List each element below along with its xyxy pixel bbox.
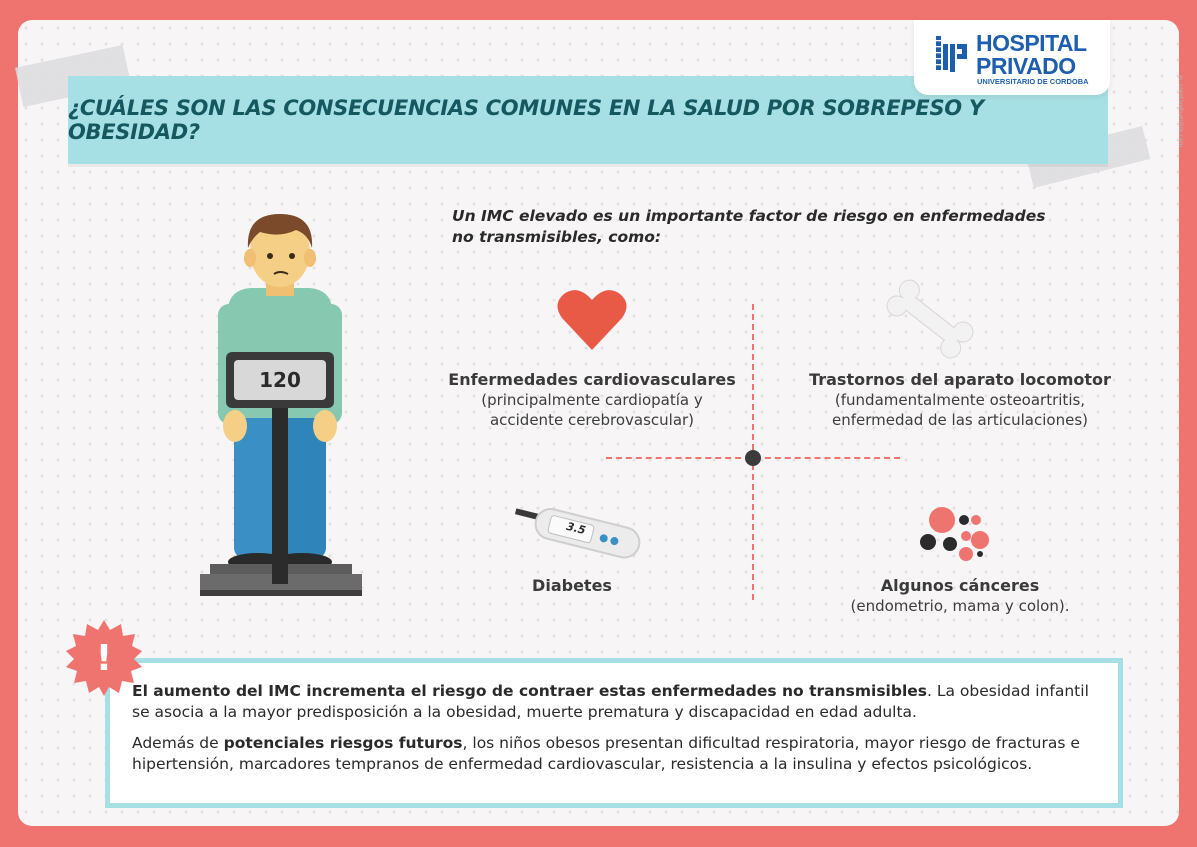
alert-text-span: Además de <box>132 734 224 752</box>
hospital-logo <box>914 20 1110 95</box>
alert-text <box>132 681 1107 785</box>
condition-title: Enfermedades cardiovasculares <box>448 370 736 389</box>
warning-badge-symbol: ! <box>95 637 113 679</box>
heart-icon <box>556 288 628 352</box>
condition-cancers <box>800 576 1120 616</box>
alert-box <box>105 658 1123 808</box>
condition-diabetes <box>492 576 652 596</box>
page-title: ¿CUÁLES SON LAS CONSECUENCIAS COMUNES EN LA SALUD POR SOBREPESO Y OBESIDAD? <box>68 96 984 144</box>
scale-display-value: 120 <box>259 368 301 392</box>
alert-text-span: . La obesidad infantil se asocia a la mayor predisposición a la obesidad, muerte prematura y discapacidad en edad adulta. <box>132 682 1089 721</box>
cells-icon <box>914 506 994 568</box>
condition-detail: enfermedad de las articulaciones) <box>832 411 1088 429</box>
condition-locomotor <box>780 370 1140 430</box>
condition-detail: (fundamentalmente osteoartritis, <box>834 391 1086 409</box>
intro-text: Un IMC elevado es un importante factor de riesgo en enfermedades no transmisibles, como: <box>452 207 1046 246</box>
glucometer-reading: 3.5 <box>564 519 588 538</box>
alert-emphasis: El aumento del IMC incrementa el riesgo de contraer estas enfermedades no transmisibles <box>132 682 928 700</box>
condition-detail: accidente cerebrovascular) <box>489 411 695 429</box>
condition-cardiovascular <box>422 370 762 430</box>
man-on-scale-illustration <box>180 208 380 598</box>
logo-subtitle: UNIVERSITARIO DE CORDOBA <box>977 77 1089 86</box>
condition-detail: (principalmente cardiopatía y <box>481 391 703 409</box>
logo-line-2: PRIVADO <box>976 53 1076 79</box>
alert-paragraph-1 <box>132 681 1107 723</box>
condition-title: Diabetes <box>532 576 612 595</box>
condition-title: Algunos cánceres <box>880 576 1040 595</box>
logo-line-1: HOSPITAL <box>976 30 1087 56</box>
hp-logo-icon <box>934 34 970 72</box>
infographic-card <box>18 20 1184 826</box>
alert-emphasis: potenciales riesgos futuros <box>223 734 463 752</box>
alert-text-span: , los niños obesos presentan dificultad respiratoria, mayor riesgo de fracturas e hipertensión, marcadores tempranos de enfermedad cardiovascular, resistencia a la insulina y efectos psicológicos. <box>132 734 1080 773</box>
quadrant-center-dot <box>745 450 761 466</box>
condition-detail: (endometrio, mama y colon). <box>850 597 1070 615</box>
alert-paragraph-2 <box>132 733 1107 775</box>
condition-title: Trastornos del aparato locomotor <box>809 370 1111 389</box>
bone-icon <box>882 278 978 360</box>
credit-text: ® creativehumilde.com <box>1177 75 1184 148</box>
